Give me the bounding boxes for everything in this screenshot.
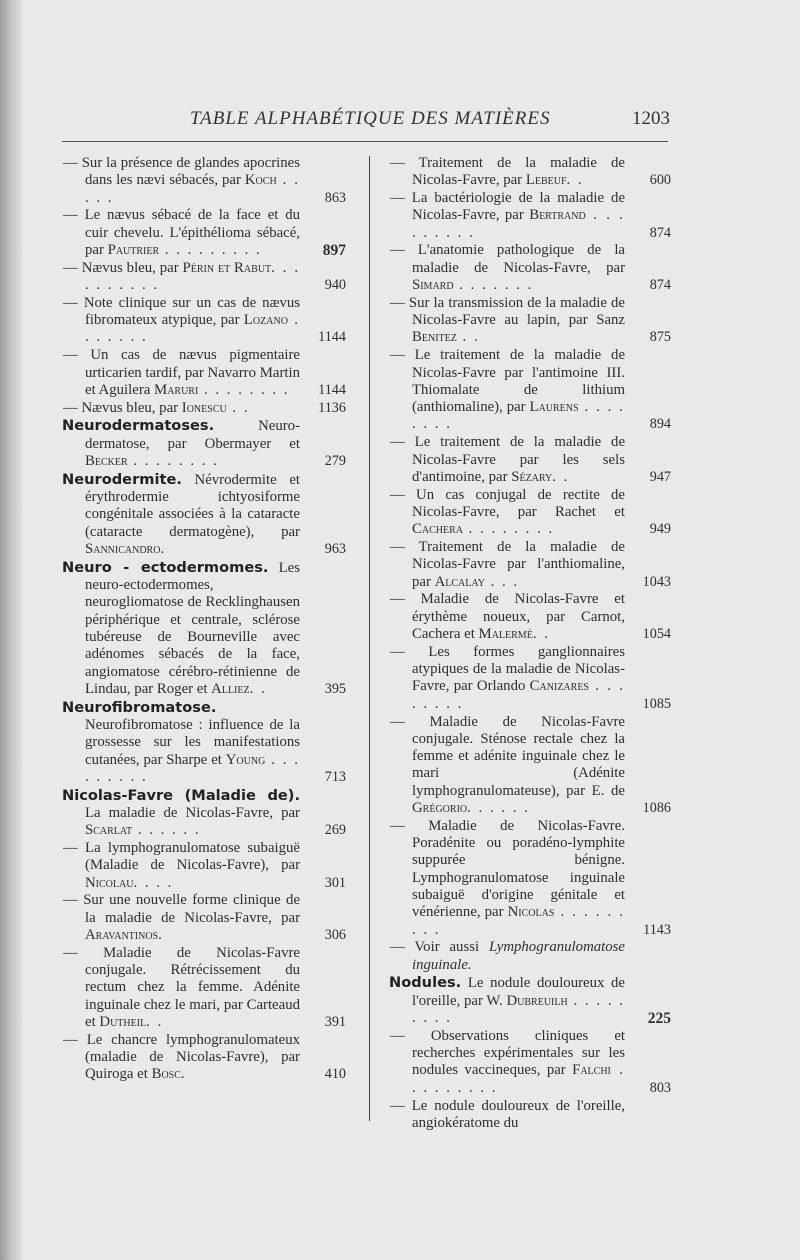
- entry-cross-reference: Lymphogranulomatose inguinale.: [412, 939, 625, 973]
- index-entry: [389, 242, 671, 294]
- page-reference: 947: [649, 468, 671, 485]
- entry-text: Maladie de Nicolas-Favre conjugale. Sténose rectale chez la femme et adénite inguinale chez le mari (Adénite lymphogranulomateuse), par E. de: [412, 713, 626, 799]
- page-reference: 1054: [642, 626, 671, 643]
- page-reference: 391: [324, 1014, 346, 1031]
- page-reference: 897: [322, 241, 346, 259]
- entry-dash: —: [390, 1027, 431, 1044]
- entry-dash: —: [63, 892, 84, 909]
- entry-text: Le nodule douloureux de l'oreille, par W.: [412, 975, 625, 1009]
- entry-dash: —: [63, 840, 86, 857]
- entry-text: Nævus bleu, par: [81, 259, 183, 276]
- page-reference: 1144: [318, 381, 346, 398]
- index-headword: Neurodermite.: [62, 470, 182, 488]
- entry-author: Malermé: [478, 626, 533, 643]
- index-entry: [389, 939, 671, 974]
- page-reference: 279: [324, 453, 346, 470]
- entry-text: Le chancre lymphogranulomateux (maladie de Nicolas-Favre), par Quiroga et: [85, 1031, 301, 1083]
- page-reference: 863: [324, 189, 346, 206]
- leader-dots: . . . .: [133, 874, 174, 891]
- page-reference: 1143: [643, 921, 671, 938]
- entry-text: Les neuro-ectodermomes, neurogliomatose de Recklinghausen périphérique et centrale, sclérose tubéreuse de Bourneville avec adénomes sébacés de la face, angiomatose cérébro-rétinienne de Lindau, par Roger et: [85, 559, 300, 697]
- right-column: [389, 155, 671, 1133]
- index-entry: [389, 818, 671, 939]
- entry-dash: —: [63, 259, 82, 276]
- leader-dots: . .: [532, 626, 550, 643]
- page-reference: 803: [649, 1079, 671, 1096]
- entry-text: Note clinique sur un cas de nævus fibromateux atypique, par: [83, 294, 300, 329]
- entry-text: Sur la présence de glandes apocrines dans les nævi sébacés, par: [81, 155, 301, 189]
- entry-author: Dubreuilh: [506, 992, 568, 1009]
- page-number: 1203: [632, 108, 670, 129]
- index-headword: Neuro - ectodermomes.: [62, 558, 269, 576]
- leader-dots: . . . . . .: [132, 822, 201, 839]
- index-entry: [62, 471, 346, 558]
- entry-author: Nicolas: [507, 904, 555, 921]
- leader-dots: . . . . . . . . .: [159, 241, 262, 258]
- entry-dash: —: [390, 939, 415, 956]
- entry-text: La bactériologie de la maladie de Nicolas-Favre, par: [411, 190, 626, 224]
- index-entry: [62, 1032, 346, 1084]
- index-entry: [389, 487, 671, 539]
- entry-text: Le nævus sébacé de la face et du cuir chevelu. L'épithélioma sébacé, par: [84, 207, 300, 258]
- page-reference: 894: [649, 416, 671, 433]
- leader-dots: . . . . . . . .: [198, 381, 290, 398]
- leader-dots: . . . . . . . . .: [412, 207, 625, 241]
- index-entry: [62, 840, 346, 892]
- entry-author: Lozano: [243, 312, 288, 329]
- index-entry: [62, 260, 346, 295]
- entry-text: Observations cliniques et recherches expérimentales sur les nodules vaccineques, par: [412, 1027, 625, 1079]
- leader-dots: . .: [552, 468, 570, 485]
- leader-dots: . . . . . . . . . .: [85, 259, 301, 294]
- page-reference: 600: [649, 172, 671, 189]
- index-entry: [389, 155, 671, 190]
- page-reference: 874: [649, 224, 671, 241]
- index-entry: [389, 714, 671, 818]
- leader-dots: . . . . . . . . .: [412, 904, 625, 938]
- column-divider: [369, 156, 370, 1121]
- page-reference: 713: [324, 768, 346, 785]
- entry-text: Les formes ganglionnaires atypiques de la maladie de Nicolas-Favre, par Orlando: [412, 643, 625, 695]
- leader-dots: . . . . . . . .: [462, 521, 555, 538]
- index-entry: [62, 559, 346, 698]
- index-entry: [389, 347, 671, 433]
- index-entry: [62, 347, 346, 399]
- leader-dots: . . . . . . . .: [412, 678, 625, 712]
- index-entry: [389, 974, 671, 1027]
- entry-dash: —: [390, 242, 418, 259]
- entry-dash: —: [390, 190, 412, 207]
- entry-dash: —: [63, 155, 82, 171]
- index-headword: Neurodermatoses.: [62, 417, 215, 435]
- entry-author: Nicolau: [85, 874, 134, 891]
- entry-dash: —: [390, 347, 415, 364]
- leader-dots: . . .: [484, 573, 520, 590]
- entry-author: Falchi: [572, 1062, 611, 1079]
- index-entry: [62, 155, 346, 207]
- page-reference: 963: [324, 541, 346, 558]
- index-headword: Nodules.: [389, 974, 462, 992]
- entry-author: Grégorio: [412, 799, 468, 816]
- entry-text: Nævus bleu, par: [81, 399, 182, 416]
- entry-dash: —: [63, 294, 84, 311]
- leader-dots: . .: [226, 399, 250, 416]
- entry-dash: —: [390, 486, 417, 503]
- page-reference: 395: [324, 680, 346, 697]
- index-headword: Nicolas-Favre (Maladie de).: [62, 786, 300, 804]
- page-reference: 949: [649, 521, 671, 538]
- entry-dash: —: [390, 591, 421, 608]
- entry-text: Traitement de la maladie de Nicolas-Favre par l'anthiomaline, par: [412, 539, 625, 590]
- entry-text: L'anatomie pathologique de la maladie de Nicolas-Favre, par: [412, 242, 625, 276]
- running-header: [60, 108, 670, 136]
- entry-author: Ionescu: [181, 399, 227, 416]
- index-entry: [62, 699, 346, 786]
- entry-author: Aravantinos: [85, 927, 159, 944]
- index-entry: [389, 539, 671, 591]
- page-reference: 1043: [642, 573, 671, 590]
- left-column: [62, 155, 346, 1084]
- page-reference: 875: [649, 329, 671, 346]
- entry-text: Traitement de la maladie de Nicolas-Favre, par: [412, 155, 625, 189]
- entry-author: Sannicandro: [85, 541, 161, 558]
- entry-text: Le nodule douloureux de l'oreille, angiokératome du: [411, 1097, 625, 1131]
- entry-text: Maladie de Nicolas-Favre. Poradénite ou poradéno-lymphite suppurée bénigne. Lymphogranulomatose inguinale subaiguë d'origine génitale et vénérienne, par: [412, 817, 625, 921]
- entry-dash: —: [63, 1031, 87, 1048]
- index-entry: [389, 591, 671, 643]
- leader-dots: . . . . .: [85, 172, 300, 206]
- page-title: TABLE ALPHABÉTIQUE DES MATIÈRES: [190, 108, 551, 129]
- entry-dash: —: [390, 155, 419, 171]
- entry-author: Koch: [244, 172, 277, 189]
- index-entry: [389, 434, 671, 486]
- page-binding-edge: [0, 0, 22, 1260]
- leader-dots: . .: [456, 329, 480, 346]
- leader-dots: . .: [146, 1014, 164, 1031]
- leader-dots: . . . . . . . . .: [412, 1062, 625, 1096]
- leader-dots: . . . . . . . .: [412, 399, 625, 433]
- page-reference: 1136: [318, 399, 346, 416]
- entry-text: Un cas de nævus pigmentaire urticarien tardif, par Navarro Martin et Aguilera: [85, 347, 301, 398]
- entry-author: Young: [225, 751, 266, 768]
- entry-author-tail: et Rabut: [214, 259, 272, 276]
- page-reference: 940: [324, 277, 346, 294]
- page-reference: 874: [649, 277, 671, 294]
- entry-author: Bertrand: [529, 207, 586, 224]
- entry-dash: —: [390, 1097, 412, 1114]
- entry-author: Simard: [412, 277, 454, 294]
- leader-dots: . . . . . . . .: [127, 453, 219, 470]
- entry-author: Maruri: [154, 381, 199, 398]
- entry-dash: —: [390, 539, 419, 556]
- index-entry: [62, 892, 346, 944]
- entry-text: Sur la transmission de la maladie de Nicolas-Favre au lapin, par Sanz: [408, 294, 625, 329]
- index-entry: [62, 417, 346, 470]
- entry-author: Sézary: [511, 468, 553, 485]
- index-entry: [62, 400, 346, 417]
- leader-dots: . . . . . . . . .: [412, 992, 625, 1027]
- page-reference: 269: [324, 822, 346, 839]
- index-entry: [62, 787, 346, 840]
- entry-author: Laurens: [529, 399, 579, 416]
- entry-author: Alcalay: [434, 573, 485, 590]
- index-headword: Neurofibromatose.: [62, 698, 217, 716]
- entry-author: Bosc: [151, 1066, 181, 1083]
- entry-text: Un cas conjugal de rectite de Nicolas-Favre, par Rachet et: [412, 486, 625, 520]
- page-reference: 1085: [642, 695, 671, 712]
- entry-text: La lymphogranulomatose subaiguë (Maladie de Nicolas-Favre), par: [85, 840, 301, 874]
- index-entry: [389, 644, 671, 713]
- entry-author: Benitez: [412, 329, 457, 346]
- page-reference: 1144: [318, 329, 346, 346]
- entry-dash: —: [63, 347, 91, 364]
- entry-author: Canizares: [529, 678, 589, 695]
- leader-dots: . . . . . .: [467, 799, 530, 816]
- page-reference: 1086: [642, 799, 671, 816]
- leader-dots: . . . . . . .: [453, 277, 534, 294]
- entry-dash: —: [63, 399, 82, 416]
- entry-text: Neurofibromatose : influence de la grossesse sur les manifestations cutanées, par Sharpe et: [85, 717, 300, 768]
- index-entry: [62, 207, 346, 259]
- page-reference: 306: [324, 927, 346, 944]
- index-entry: [389, 295, 671, 347]
- page-reference: 410: [324, 1066, 346, 1083]
- index-entry: [389, 190, 671, 242]
- leader-dots: .: [158, 927, 164, 944]
- entry-dash: —: [390, 294, 409, 311]
- entry-author: Alliez: [211, 680, 250, 697]
- index-entry: [62, 295, 346, 347]
- entry-text: Neuro-dermatose, par Obermayer et: [85, 418, 300, 452]
- index-entry: [62, 945, 346, 1031]
- entry-dash: —: [390, 817, 429, 834]
- leader-dots: . .: [249, 680, 267, 697]
- entry-text: Voir aussi: [414, 939, 489, 956]
- page-reference: 301: [324, 874, 346, 891]
- entry-author: Pautrier: [107, 241, 160, 258]
- entry-text: Névrodermite et érythrodermie ichtyosiforme congénitale associées à la cataracte (cataracte dermatogène), par: [85, 471, 300, 540]
- leader-dots: .: [160, 541, 167, 558]
- entry-dash: —: [63, 207, 85, 224]
- entry-dash: —: [390, 434, 415, 451]
- index-entry: [389, 1098, 671, 1133]
- header-rule: [62, 141, 668, 142]
- entry-author: Lebeuf: [525, 172, 567, 189]
- page-reference: 225: [647, 1010, 671, 1028]
- entry-dash: —: [390, 713, 430, 730]
- entry-author: Cachera: [412, 521, 463, 538]
- leader-dots: . . . . . . . . .: [85, 751, 301, 785]
- entry-dash: —: [63, 944, 104, 961]
- index-entry: [389, 1028, 671, 1097]
- entry-text: La maladie de Nicolas-Favre, par: [85, 804, 300, 821]
- entry-text: Le traitement de la maladie de Nicolas-Favre par l'antimoine III. Thiomalate de lithium (anthiomaline), par: [412, 347, 626, 416]
- leader-dots: .: [180, 1066, 187, 1083]
- entry-text: Maladie de Nicolas-Favre et érythème noueux, par Carnot, Cachera et: [412, 591, 625, 643]
- entry-text: Maladie de Nicolas-Favre conjugale. Rétrécissement du rectum chez la femme. Adénite inguinale chez le mari, par Carteaud et: [85, 944, 300, 1031]
- leader-dots: . .: [566, 172, 584, 189]
- entry-author: Dutheil: [99, 1014, 147, 1031]
- entry-author: Périn: [182, 259, 215, 276]
- entry-dash: —: [390, 643, 429, 660]
- entry-text: Le traitement de la maladie de Nicolas-Favre par les sels d'antimoine, par: [412, 434, 626, 485]
- leader-dots: . . . . . . .: [85, 312, 300, 346]
- entry-author: Becker: [85, 453, 128, 470]
- entry-author: Scarlat: [85, 822, 133, 839]
- entry-text: Sur une nouvelle forme clinique de la maladie de Nicolas-Favre, par: [83, 892, 301, 926]
